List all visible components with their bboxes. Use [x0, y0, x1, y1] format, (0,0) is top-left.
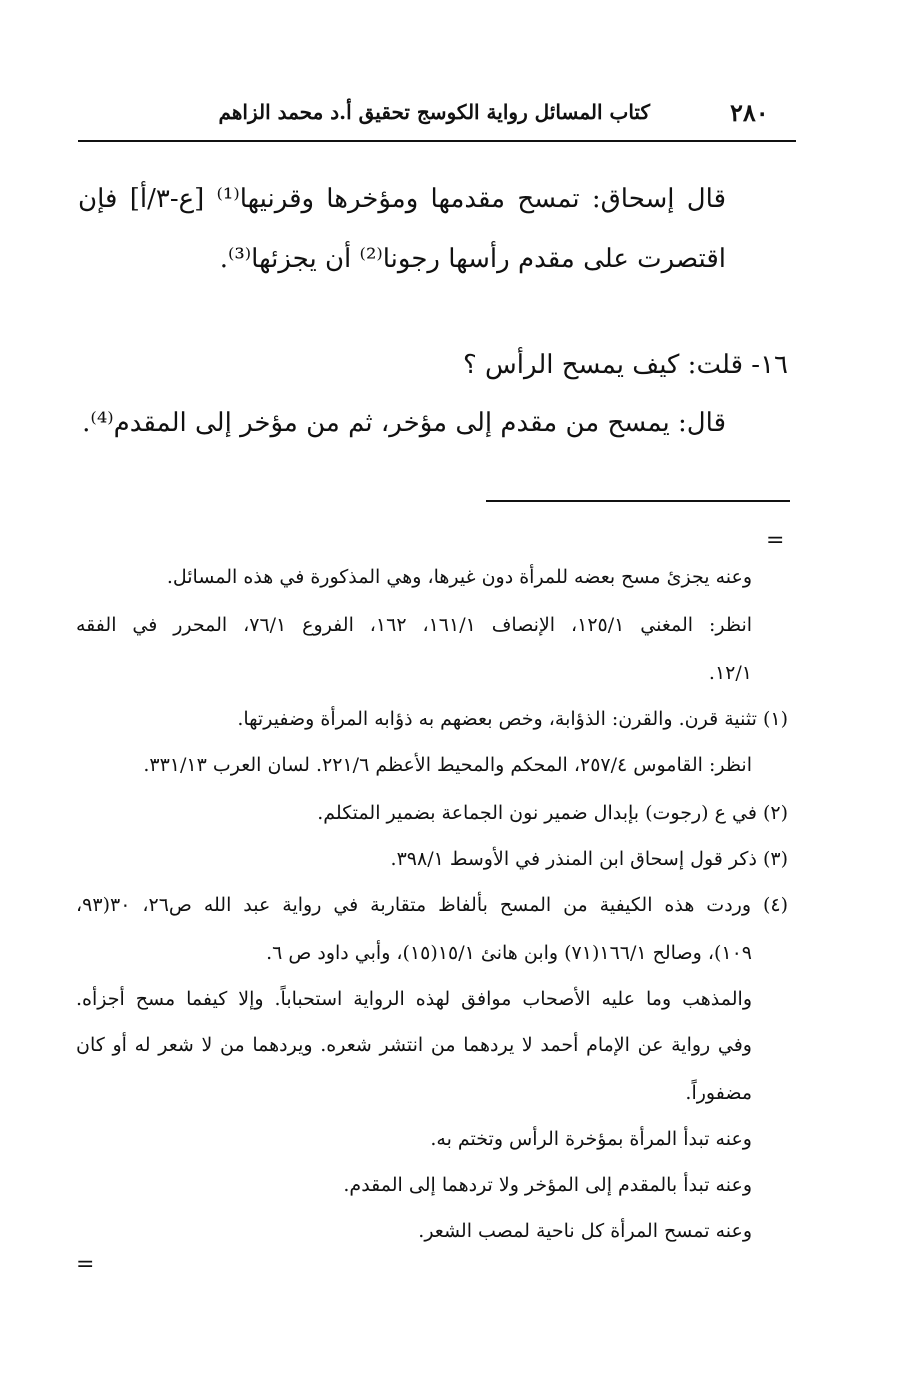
footnote-line: (١) تثنية قرن. والقرن: الذؤابة، وخص بعضهم به ذؤابه المرأة وضفيرتها. — [237, 708, 788, 730]
answer-line: قال: يمسح من مقدم إلى مؤخر، ثم من مؤخر إلى المقدم⁽⁴⁾. — [82, 408, 726, 438]
footnote-line: والمذهب وما عليه الأصحاب موافق لهذه الرواية استحباباً. وإلا كيفما مسح أجزأه. — [76, 988, 752, 1010]
page-number: ٢٨٠ — [730, 98, 769, 127]
footnote-end-mark: = — [76, 1252, 95, 1277]
footnote-line: وعنه تمسح المرأة كل ناحية لمصب الشعر. — [418, 1220, 752, 1242]
body-line: اقتصرت على مقدم رأسها رجونا⁽²⁾ أن يجزئها⁽³⁾. — [219, 244, 726, 274]
footnote-line: انظر: المغني ١٢٥/١، الإنصاف ١٦١/١، ١٦٢، الفروع ٧٦/١، المحرر في الفقه — [76, 614, 753, 636]
footnote-line: مضفوراً. — [685, 1082, 752, 1104]
footnote-continuation-mark: = — [766, 528, 785, 553]
footnote-line: ١٢/١. — [708, 662, 752, 684]
footnote-divider — [486, 500, 790, 502]
question-heading: ١٦- قلت: كيف يمسح الرأس ؟ — [462, 350, 788, 380]
footnote-line: وفي رواية عن الإمام أحمد لا يردهما من انتشر شعره. ويردهما من لا شعر له أو كان — [76, 1034, 752, 1056]
body-line: قال إسحاق: تمسح مقدمها ومؤخرها وقرنيها⁽¹⁾ [ع-٣/أ] فإن — [78, 184, 727, 214]
footnote-line: وعنه يجزئ مسح بعضه للمرأة دون غيرها، وهي المذكورة في هذه المسائل. — [166, 566, 752, 588]
footnote-line: (٤) وردت هذه الكيفية من المسح بألفاظ متقاربة في رواية عبد الله ص٢٦، ٣٠(٩٣، — [76, 894, 788, 916]
footnote-line: وعنه تبدأ المرأة بمؤخرة الرأس وتختم به. — [430, 1128, 752, 1150]
footnote-line: (٣) ذكر قول إسحاق ابن المنذر في الأوسط ٣٩٨/١. — [390, 848, 788, 870]
footnote-line: (٢) في ع (رجوت) بإبدال ضمير نون الجماعة بضمير المتكلم. — [317, 802, 788, 824]
footnote-line: وعنه تبدأ بالمقدم إلى المؤخر ولا تردهما إلى المقدم. — [343, 1174, 752, 1196]
footnote-line: انظر: القاموس ٢٥٧/٤، المحكم والمحيط الأعظم ٢٢١/٦. لسان العرب ٣٣١/١٣. — [143, 754, 752, 776]
footnote-line: ١٠٩)، وصالح ١٦٦/١(٧١) وابن هانئ ١٥/١(١٥)، وأبي داود ص ٦. — [266, 942, 752, 964]
header-rule — [78, 140, 796, 142]
running-title: كتاب المسائل رواية الكوسج تحقيق أ.د محمد الزاهم — [218, 100, 650, 124]
